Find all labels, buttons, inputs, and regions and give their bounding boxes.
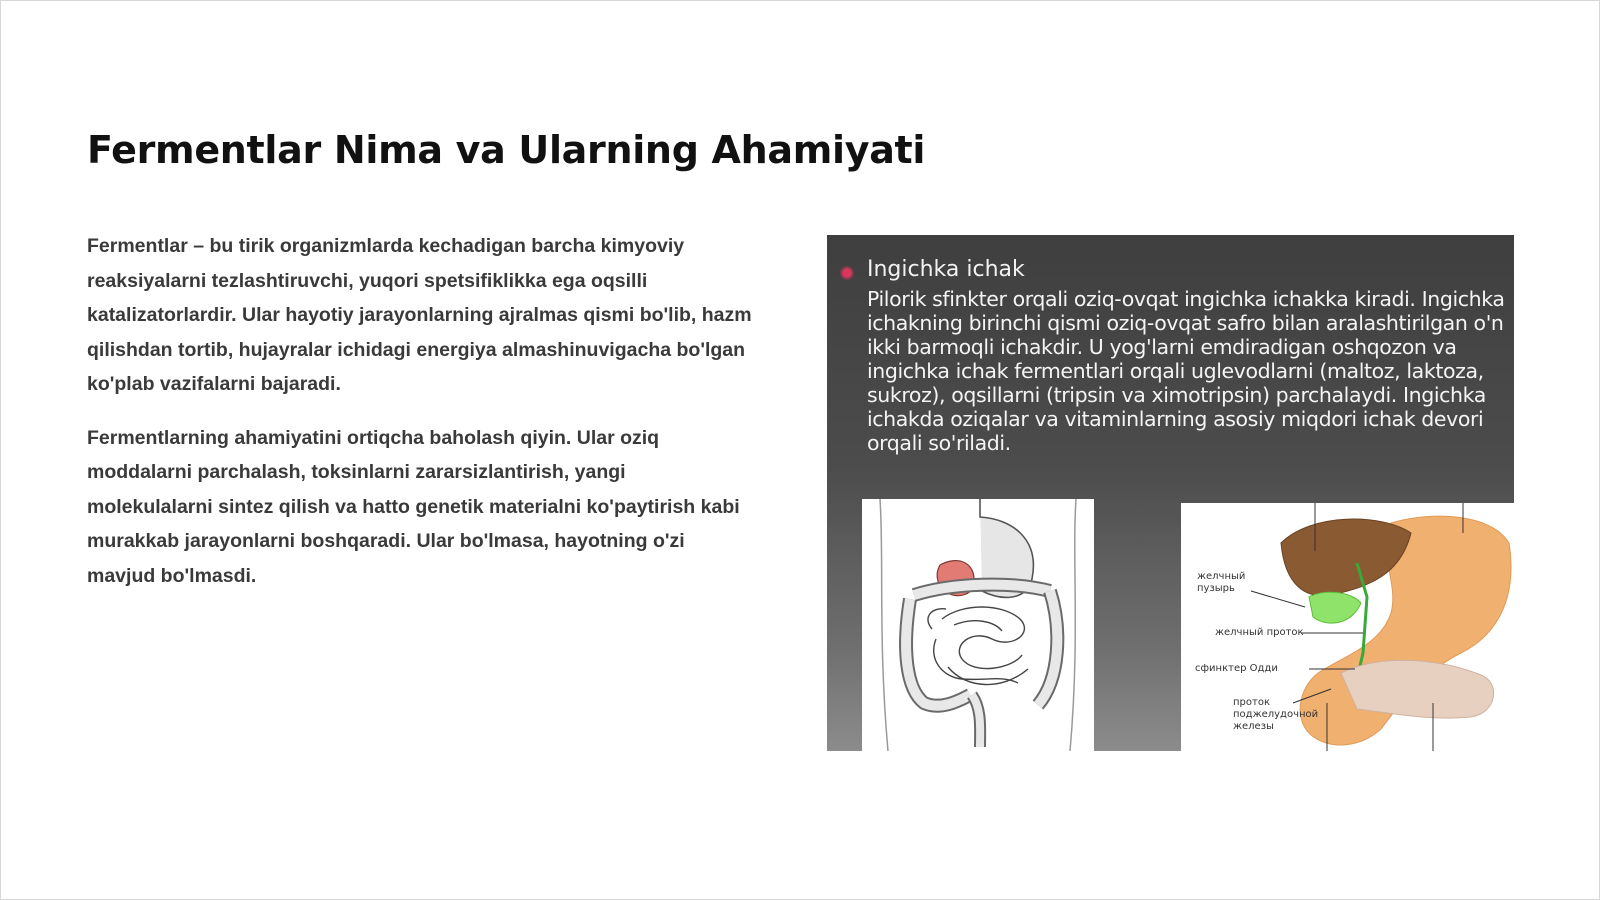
label-gallbladder: желчный пузырь [1197, 571, 1246, 594]
slide-body [87, 229, 752, 612]
bullet-icon [842, 268, 852, 278]
label-bile-duct: желчный проток [1215, 627, 1304, 638]
intestine-drawing-icon [862, 499, 1094, 751]
panel-heading: Ingichka ichak [867, 257, 1025, 282]
panel-text: Pilorik sfinkter orqali oziq-ovqat ingichka ichakka kiradi. Ingichka ichakning birinchi qismi oziq-ovqat safro bilan aralashtirilgan o'n ikki barmoqli ichakdir. U yog'larni emdiradigan oshqozon va ingichka ichak fermentlari orqali uglevodlarni (maltoz, laktoza, sukroz), oqsillarni (tripsin va ximotripsin) parchalaydi. Ingichka ichakda oziqalar va vitaminlarning asosiy miqdori ichak devori orqali so'riladi. [867, 287, 1505, 455]
image-panel[interactable] [827, 235, 1514, 751]
label-sphincter: сфинктер Одди [1195, 663, 1278, 674]
slide-title: Fermentlar Nima va Ularning Ahamiyati [87, 128, 926, 172]
paragraph-2: Fermentlarning ahamiyatini ortiqcha baholash qiyin. Ular oziq moddalarni parchalash, toksinlarni zararsizlantirish, yangi molekulalarni sintez qilish va hatto genetik materialni ko'paytirish kabi murakkab jarayonlarni boshqaradi. Ular bo'lmasa, hayotning o'zi mavjud bo'lmasdi. [87, 426, 740, 587]
label-pancreatic-duct: проток поджелудочной железы [1233, 697, 1319, 732]
pancreas-diagram [1181, 503, 1514, 751]
digestive-tract-illustration [862, 499, 1094, 751]
paragraph-1: Fermentlar – bu tirik organizmlarda kechadigan barcha kimyoviy reaksiyalarni tezlashtiruvchi, yuqori spetsifiklikka ega oqsilli katalizatorlardir. Ular hayotiy jarayonlarning ajralmas qismi bo'lib, hazm qilishdan tortib, hujayralar ichidagi energiya almashinuvigacha bo'lgan ko'plab vazifalarni bajaradi. [87, 235, 752, 395]
